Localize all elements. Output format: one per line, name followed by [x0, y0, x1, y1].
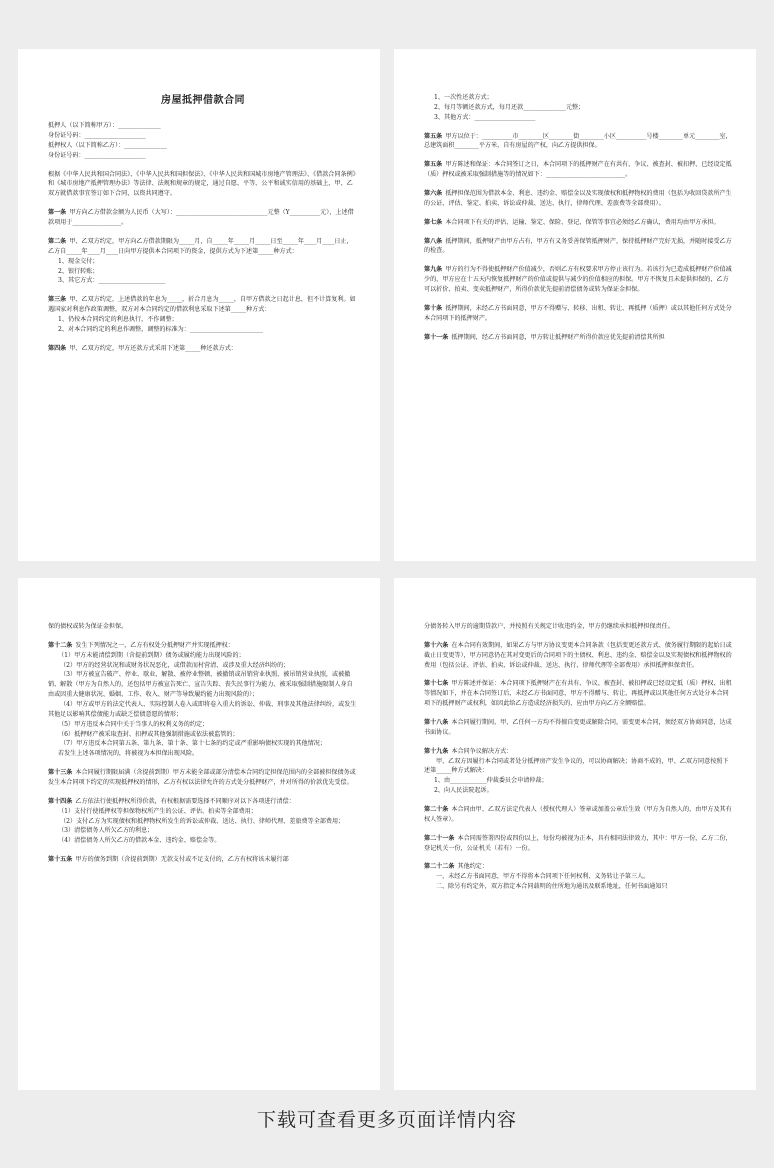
- contract-clause: [424, 805, 734, 825]
- contract-paragraph: [48, 739, 358, 749]
- clause-text: （1）支付行使抵押权等担保物权所产生的公证、评估、拍卖等全部费用；: [58, 807, 257, 815]
- clause-text: 2、银行转账；: [58, 267, 99, 275]
- clause-text: 甲方陈述和保证：本合同签订之日，本合同项下的抵押财产在有共有、争议、被查封、被扣押、已经设定抵（质）押权或被采取强制措施等的情况如下：__________________________。: [424, 161, 732, 179]
- clause-label: 第十六条: [424, 641, 449, 649]
- clause-text: 一、未经乙方书面同意，甲方不得将本合同项下任何权利、义务转让予第三人。: [436, 873, 650, 881]
- clause-text: 本合同履行期间，甲、乙任何一方均不得擅自变更或解除合同，需变更本合同，须经双方协商同意，达成书面协议。: [424, 719, 732, 736]
- clause-text: 甲方的行为不得使抵押财产价值减少，否则乙方有权要求甲方停止该行为。若该行为已造成抵押财产价值减少的，甲方应在十五天内恢复抵押财产的价值或提供与减少的价值相应的担保。甲方不恢复且未提供担保的，乙方可以折价、拍卖、变卖抵押财产，所得价款优先提前清偿债务或转为保证金担保。: [424, 266, 732, 294]
- contract-page-2: [394, 49, 756, 561]
- paragraph-gap: [424, 123, 734, 132]
- clause-text: （4）清偿债务人所欠乙方的借款本金、违约金、赔偿金等。: [58, 837, 221, 845]
- clause-label: 第十四条: [48, 797, 73, 805]
- contract-clause: [424, 304, 734, 324]
- list-item: [48, 315, 358, 325]
- clause-label: 第四条: [48, 344, 67, 352]
- contract-page-4: [394, 578, 756, 1090]
- clause-label: 第十七条: [424, 680, 449, 688]
- clause-text: 抵押期间，经乙方书面同意，甲方转让抵押财产所得价款应优先提前清偿其所担: [451, 333, 665, 341]
- clause-label: 第八条: [424, 237, 443, 245]
- clause-text: 在本合同有效期间，如果乙方与甲方协议变更本合同条款（包括变更还款方式、债务履行期限的起始日或截止日变更等），甲方同意仍在其对变更后的合同项下的主债权、利息、违约金、赔偿金以及实现债权和抵押物权的费用（包括公证、评估、拍卖、诉讼或仲裁、送达、执行、律师代理等全部费用）承担抵押担保责任。: [424, 641, 732, 669]
- clause-text: 本合同争议解决方式：: [451, 747, 513, 755]
- clause-label: 第十五条: [48, 856, 73, 864]
- clause-text: （7）甲方违反本合同第五条、第九条、第十条、第十七条的约定或严重影响债权实现的其他情况；: [60, 740, 326, 748]
- clause-text: （4）甲方或甲方的法定代表人、实际控制人卷入或即将卷入重大的诉讼、仲裁、刑事及其他法律纠纷，或发生其他足以影响其偿债能力或缺乏偿债意愿的情形；: [48, 701, 357, 718]
- clause-text: 抵押期间，抵押财产由甲方占有，甲方有义务妥善保管抵押财产，保持抵押财产完好无损，并随时接受乙方的检查。: [424, 237, 732, 255]
- clause-text: 保的债权或转为保证金担保。: [48, 623, 128, 630]
- contract-clause: [48, 641, 358, 651]
- clause-text: （1）甲方未能清偿到期（含提前到期）债务或履约能力出现风险的；: [58, 651, 245, 659]
- form-field-line: [48, 141, 358, 151]
- list-item: [424, 93, 734, 103]
- clause-text: 甲方的债务到期（含提前到期）无款支付或不足支付的，乙方有权将该未履行部: [75, 856, 289, 864]
- clause-text: 二、除另有约定外，双方指定本合同载明的住所地为通讯及联系地址，任何书面通知只: [436, 883, 668, 891]
- clause-label: 第七条: [424, 218, 443, 226]
- clause-label: 第九条: [424, 266, 443, 274]
- clause-label: 第五条: [424, 132, 443, 140]
- list-item: [48, 267, 358, 277]
- contract-clause: [424, 132, 734, 152]
- clause-text: 1、由____________仲裁委员会申请仲裁；: [434, 777, 548, 785]
- contract-clause: [424, 237, 734, 257]
- clause-text: 甲、乙双方约定，甲方还款方式采用下述第_____种还款方式：: [69, 344, 237, 352]
- list-item: [48, 651, 358, 661]
- form-field-line: [48, 121, 358, 131]
- clause-text: 发生下列情况之一，乙方有权处分抵押财产并实现抵押权：: [75, 641, 234, 649]
- clause-text: 3、其它方式：______________________: [58, 277, 166, 285]
- contract-clause: [48, 208, 358, 228]
- clause-text: 本合同项下有关的评估、运输、鉴定、保险、登记、保管等事宜必须经乙方确认，费用均由甲方承担。: [445, 218, 720, 226]
- contract-clause: [424, 189, 734, 209]
- clause-text: 甲、乙双方因履行本合同或者处分抵押房产发生争议的，可以协商解决；协商不成的，甲、乙双方同意按照下述第_____种方式解决：: [424, 757, 729, 775]
- paragraph-gap: [424, 853, 734, 862]
- clause-text: 抵押人（以下简称甲方）：______________: [48, 122, 161, 130]
- contract-clause: [48, 855, 358, 865]
- list-item: [424, 776, 734, 786]
- contract-clause: [48, 797, 358, 807]
- contract-paragraph: [424, 872, 734, 882]
- contract-clause: [424, 679, 734, 709]
- clause-label: 第十八条: [424, 719, 449, 727]
- list-item: [48, 730, 358, 740]
- clause-label: 第一条: [48, 209, 67, 217]
- paragraph-gap: [424, 228, 734, 237]
- clause-text: 3、其他方式：____________________: [434, 113, 536, 121]
- download-more-prompt[interactable]: 下载可查看更多页面详情内容: [256, 1109, 517, 1131]
- paragraph-gap: [48, 161, 358, 170]
- paragraph-gap: [48, 759, 358, 768]
- clause-text: 其他约定：: [457, 863, 488, 871]
- contract-paragraph: [48, 700, 358, 720]
- contract-clause: [48, 768, 358, 788]
- clause-text: 身份证号码：____________________: [48, 151, 146, 159]
- contract-clause: [424, 862, 734, 872]
- list-item: [48, 325, 358, 335]
- list-item: [48, 826, 358, 836]
- list-item: [424, 786, 734, 796]
- clause-text: 乙方依法行使抵押权所得价款，有权根据需要选择不同顺序对以下各项进行清偿：: [75, 797, 295, 805]
- clause-text: 1、仍按本合同约定的利息执行，不作调整；: [58, 315, 178, 323]
- list-item: [48, 807, 358, 817]
- contract-clause: [424, 160, 734, 180]
- clause-label: 第二十二条: [424, 863, 455, 871]
- contract-clause: [48, 295, 358, 315]
- form-field-line: [48, 151, 358, 161]
- contract-paragraph: [424, 882, 734, 892]
- clause-text: 抵押期间，未经乙方书面同意，甲方不得赠与、转移、出租、转让、再抵押（质押）或以其他任何方式处分本合同项下的抵押财产。: [424, 304, 732, 322]
- clause-text: 2、每月等额还款方式，每月还款______________元整；: [434, 103, 585, 111]
- clause-label: 第十二条: [48, 641, 73, 649]
- paragraph-gap: [424, 709, 734, 718]
- clause-label: 第二十一条: [424, 834, 455, 842]
- clause-label: 第二十条: [424, 806, 449, 814]
- contract-clause: [424, 834, 734, 854]
- list-item: [48, 720, 358, 730]
- form-field-line: [48, 131, 358, 141]
- paragraph-gap: [48, 286, 358, 295]
- contract-paragraph: [48, 622, 358, 632]
- clause-text: 抵押权人（以下简称乙方）：______________: [48, 141, 167, 149]
- clause-text: （2）支付乙方为实现债权和抵押物权所发生的诉讼或仲裁、送达、执行、律师代理、差旅费等全部费用；: [60, 817, 345, 825]
- paragraph-gap: [424, 670, 734, 679]
- contract-clause: [48, 237, 358, 257]
- clause-label: 第十三条: [48, 769, 73, 777]
- contract-paragraph: [48, 661, 358, 671]
- clause-label: 第十一条: [424, 333, 449, 341]
- clause-text: （3）清偿债务人所欠乙方的利息；: [58, 827, 154, 835]
- contract-clause: [424, 641, 734, 671]
- paragraph-gap: [424, 738, 734, 747]
- clause-text: 1、一次性还款方式；: [434, 94, 493, 101]
- clause-text: 分债务转入甲方的逾期贷款户，并按照有关规定计收违约金，甲方仍继续承担抵押担保责任。: [424, 623, 674, 630]
- clause-text: （5）甲方违反本合同中关于当事人的权利义务的约定；: [58, 720, 209, 728]
- clause-label: 第二条: [48, 237, 67, 245]
- clause-text: 若发生上述各项情况的，将被视为本担保出现风险。: [58, 750, 199, 758]
- paragraph-gap: [48, 632, 358, 641]
- paragraph-gap: [48, 199, 358, 208]
- contract-paragraph: [48, 170, 358, 200]
- paragraph-gap: [424, 295, 734, 304]
- paragraph-gap: [424, 151, 734, 160]
- clause-text: 甲方向乙方借款金额为人民币（大写）：______________________________元整（Y__________元），上述借款项用于________________。: [48, 209, 354, 227]
- paragraph-gap: [424, 825, 734, 834]
- clause-text: 2、对本合同约定的利息作调整，调整的标准为：________________________: [58, 325, 263, 333]
- clause-text: 根据《中华人民共和国合同法》、《中华人民共和国担保法》、《中华人民共和国城市房地产管理法》、《借款合同条例》和《城市房地产抵押管理办法》等法律、法规和规章的规定，通过自愿、平等、公平和诚实信用的基础上，甲、乙双方就借款事宜签订如下合同，以资共同遵守。: [48, 170, 356, 198]
- paragraph-gap: [424, 796, 734, 805]
- paragraph-gap: [48, 335, 358, 344]
- clause-text: 本合同履行期限届满（含提前到期）甲方未能全部或部分清偿本合同约定担保范围内的全部被担保债务或发生本合同项下约定的实现抵押权的情形，乙方有权以法律允许的方式处分抵押财产，并对所得的价款优先受偿。: [48, 769, 356, 787]
- contract-paragraph: [424, 757, 734, 777]
- contract-paragraph: [424, 622, 734, 632]
- paragraph-gap: [48, 788, 358, 797]
- contract-paragraph: [48, 670, 358, 700]
- contract-paragraph: [48, 817, 358, 827]
- clause-text: 1、现金交付；: [58, 257, 99, 265]
- clause-text: 甲方陈述并保证：本合同项下抵押财产在有共有、争议、被查封、被扣押或已经设定抵（质）押权、出租等情况如下，并在本合同签订后，未经乙方书面同意，甲方不得赠与、转让、再抵押或以其他任何方式处分本合同项下的抵押财产或权利，如因此给乙方造成经济损失的，应由甲方向乙方全额赔偿。: [424, 680, 732, 708]
- paragraph-gap: [48, 228, 358, 237]
- contract-page-3: [18, 578, 380, 1090]
- clause-text: （6）抵押财产被采取查封、扣押或其他强制措施或依法被监管的；: [58, 730, 239, 738]
- contract-clause: [424, 218, 734, 228]
- clause-text: 本合同需签署四份或四份以上，每份均被视为正本，具有相同法律效力，其中：甲方一份，乙方二份，登记机关一份，公证机关（若有）一份。: [424, 834, 732, 852]
- clause-text: 2、向人民法院起诉。: [434, 787, 493, 795]
- clause-text: 身份证号码：____________________: [48, 132, 146, 140]
- clause-text: 甲、乙双方约定，上述借款的年息为_____，折合月息为_____，自甲方借款之日起计息，但不计算复利。如遇国家对利息作政策调整，双方对本合同约定的借款利息采取下述第_____种方式：: [48, 296, 356, 314]
- clause-text: 抵押担保范围为借款本金、利息、违约金、赔偿金以及实现债权和抵押物权的费用（包括为收回贷款所产生的公证、评估、鉴定、拍卖、诉讼或仲裁、送达、执行、律师代理、差旅费等全部费用）。: [424, 190, 732, 207]
- paragraph-gap: [424, 324, 734, 333]
- paragraph-gap: [48, 846, 358, 855]
- paragraph-gap: [424, 256, 734, 265]
- list-item: [48, 749, 358, 759]
- list-item: [424, 103, 734, 113]
- clause-text: （2）甲方的经营状况和或财务状况恶化，或借款而村营清、或涉及重大经济纠纷的；: [60, 661, 290, 669]
- list-item: [48, 257, 358, 267]
- paragraph-gap: [424, 632, 734, 641]
- list-item: [424, 113, 734, 123]
- contract-title: 房屋抵押借款合同: [161, 95, 245, 106]
- clause-label: 第三条: [48, 296, 67, 304]
- list-item: [48, 836, 358, 846]
- paragraph-gap: [424, 209, 734, 218]
- clause-label: 第十条: [424, 304, 443, 312]
- contract-clause: [424, 747, 734, 757]
- clause-label: 第五条: [424, 161, 443, 169]
- clause-text: 本合同由甲、乙双方法定代表人（授权代理人）签章或加盖公章后生效（甲方为自然人的，由甲方及其有权人签章）。: [424, 806, 732, 823]
- contract-clause: [424, 718, 734, 738]
- clause-label: 第六条: [424, 190, 443, 198]
- clause-text: （3）甲方被宣告破产、停业、歇业、解散、被停业整顿、被撤销或吊销营业执照、被吊销营业执照，或被撤销、解散（甲方为自然人的，还包括甲方被宣告死亡、宣告失踪、丧失民事行为能力、被采取强制措施限制人身自由或因重大健康状况、婚姻、工作、收入、财产等导致履约能力出现风险的）；: [48, 671, 353, 699]
- contract-clause: [48, 344, 358, 354]
- clause-label: 第十九条: [424, 747, 449, 755]
- clause-text: 甲方以位于：__________市________区________街________小区__________号楼________单元________室，总建筑面积________平方米，自有房屋的产权，向乙方提供担保。: [424, 132, 732, 150]
- clause-text: 甲、乙双方约定，甲方向乙方借款期限为_____月，自_____年_____月_____日至_____年____月____日止，乙方自_____年____月____日向甲方提供本合同项下的资金，提供方式为下述第_____种方式：: [48, 237, 353, 255]
- list-item: [48, 276, 358, 286]
- contract-page-1: [18, 49, 380, 561]
- contract-clause: [424, 333, 734, 343]
- paragraph-gap: [424, 180, 734, 189]
- contract-clause: [424, 265, 734, 295]
